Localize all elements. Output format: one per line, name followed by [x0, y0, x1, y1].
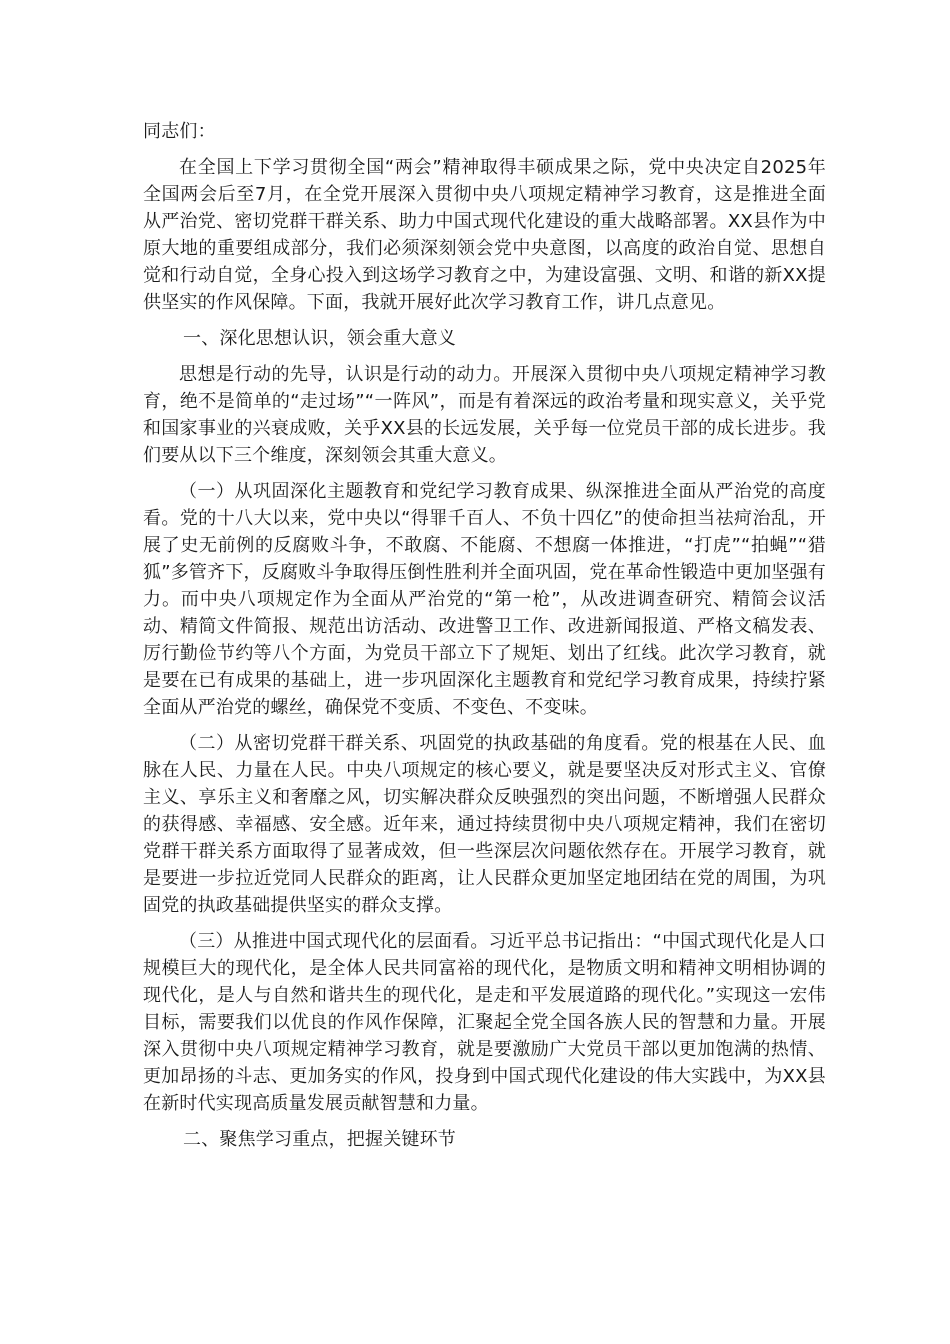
- intro-paragraph: 在全国上下学习贯彻全国“两会”精神取得丰硕成果之际，党中央决定自2025年全国两会后至7月，在全党开展深入贯彻中央八项规定精神学习教育，这是推进全面从严治党、密切党群干群关系、助力中国式现代化建设的重大战略部署。XX县作为中原大地的重要组成部分，我们必须深刻领会党中央意图，以高度的政治自觉、思想自觉和行动自觉，全身心投入到这场学习教育之中，为建设富强、文明、和谐的新XX提供坚实的作风保障。下面，我就开展好此次学习教育工作，讲几点意见。: [143, 157, 826, 313]
- section-heading-2: 二、聚焦学习重点，把握关键环节: [183, 1129, 456, 1150]
- section-heading-1: 一、深化思想认识，领会重大意义: [183, 328, 456, 349]
- subsection-3-paragraph: （三）从推进中国式现代化的层面看。习近平总书记指出：“中国式现代化是人口规模巨大的现代化，是全体人民共同富裕的现代化，是物质文明和精神文明相协调的现代化，是人与自然和谐共生的现代化，是走和平发展道路的现代化。”实现这一宏伟目标，需要我们以优良的作风作保障，汇聚起全党全国各族人民的智慧和力量。开展深入贯彻中央八项规定精神学习教育，就是要激励广大党员干部以更加饱满的热情、更加昂扬的斗志、更加务实的作风，投身到中国式现代化建设的伟大实践中，为XX县在新时代实现高质量发展贡献智慧和力量。: [143, 931, 826, 1114]
- document-page: [143, 118, 826, 1162]
- subsection-1-paragraph: （一）从巩固深化主题教育和党纪学习教育成果、纵深推进全面从严治党的高度看。党的十八大以来，党中央以“得罪千百人、不负十四亿”的使命担当祛疴治乱，开展了史无前例的反腐败斗争，不敢腐、不能腐、不想腐一体推进，“打虎”“拍蝇”“猎狐”多管齐下，反腐败斗争取得压倒性胜利并全面巩固，党在革命性锻造中更加坚强有力。而中央八项规定作为全面从严治党的“第一枪”，从改进调查研究、精简会议活动、精简文件简报、规范出访活动、改进警卫工作、改进新闻报道、严格文稿发表、厉行勤俭节约等八个方面，为党员干部立下了规矩、划出了红线。此次学习教育，就是要在已有成果的基础上，进一步巩固深化主题教育和党纪学习教育成果，持续拧紧全面从严治党的螺丝，确保党不变质、不变色、不变味。: [143, 481, 826, 718]
- section-1-paragraph: 思想是行动的先导，认识是行动的动力。开展深入贯彻中央八项规定精神学习教育，绝不是简单的“走过场”“一阵风”，而是有着深远的政治考量和现实意义，关乎党和国家事业的兴衰成败，关乎XX县的长远发展，关乎每一位党员干部的成长进步。我们要从以下三个维度，深刻领会其重大意义。: [143, 364, 826, 466]
- salutation: 同志们：: [143, 121, 216, 142]
- subsection-2-paragraph: （二）从密切党群干群关系、巩固党的执政基础的角度看。党的根基在人民、血脉在人民、力量在人民。中央八项规定的核心要义，就是要坚决反对形式主义、官僚主义、享乐主义和奢靡之风，切实解决群众反映强烈的突出问题，不断增强人民群众的获得感、幸福感、安全感。近年来，通过持续贯彻中央八项规定精神，我们在密切党群干群关系方面取得了显著成效，但一些深层次问题依然存在。开展学习教育，就是要进一步拉近党同人民群众的距离，让人民群众更加坚定地团结在党的周围，为巩固党的执政基础提供坚实的群众支撑。: [143, 733, 826, 916]
